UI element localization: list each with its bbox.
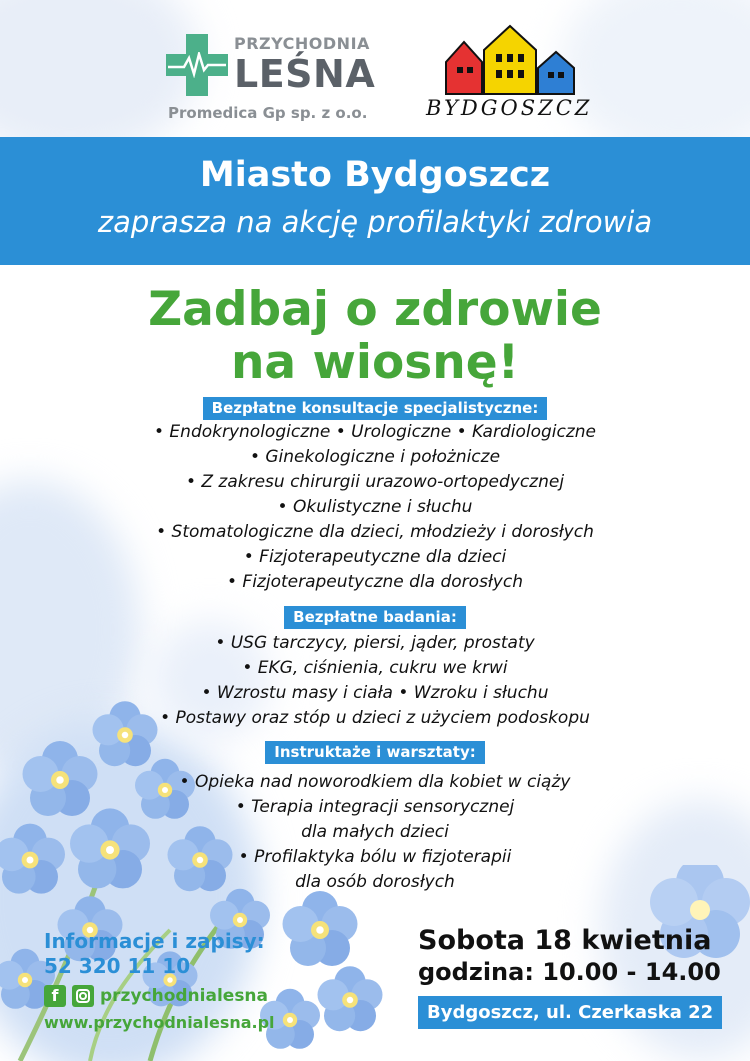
instagram-icon[interactable] [72, 985, 94, 1007]
list-item: • USG tarczycy, piersi, jąder, prostaty [215, 633, 535, 653]
medical-cross-icon [166, 34, 228, 96]
headline [0, 283, 750, 389]
list-item: • Wzrostu masy i ciała • Wzroku i słuchu [201, 683, 549, 703]
facebook-icon[interactable]: f [44, 985, 66, 1007]
event-hours: godzina: 10.00 - 14.00 [418, 958, 721, 986]
list-item: • Endokrynologiczne • Urologiczne • Kardiologiczne [154, 422, 596, 442]
list-item: • EKG, ciśnienia, cukru we krwi [242, 658, 508, 678]
city-logo-word: BYDGOSZCZ [426, 96, 593, 120]
event-address: Bydgoszcz, ul. Czerkaska 22 [418, 996, 722, 1029]
headline-line-1: Zadbaj o zdrowie [148, 282, 602, 337]
list-item: • Stomatologiczne dla dzieci, młodzieży i dorosłych [156, 522, 594, 542]
tests-list [0, 631, 750, 731]
logo-company: Promedica Gp sp. z o.o. [168, 104, 368, 122]
logo-line-2: LEŚNA [234, 52, 376, 96]
section-header-consultations: Bezpłatne konsultacje specjalistyczne: [0, 397, 750, 420]
list-item: dla małych dzieci [301, 822, 449, 842]
social-handle[interactable]: przychodnialesna [100, 986, 269, 1006]
workshops-list [0, 770, 750, 895]
list-item: • Terapia integracji sensorycznej [235, 797, 515, 817]
list-item: • Opieka nad noworodkiem dla kobiet w ciąży [179, 772, 571, 792]
social-row [44, 985, 304, 1007]
event-date: Sobota 18 kwietnia [418, 925, 712, 956]
houses-icon [426, 22, 586, 102]
contact-block [44, 929, 304, 1032]
list-item: • Okulistyczne i słuchu [277, 497, 473, 517]
contact-phone[interactable]: 52 320 11 10 [44, 954, 191, 978]
website-link[interactable]: www.przychodnialesna.pl [44, 1013, 275, 1032]
section-header-workshops: Instruktaże i warsztaty: [0, 741, 750, 764]
przychodnia-lesna-logo [166, 32, 376, 124]
background-blur [560, 0, 750, 160]
contact-title: Informacje i zapisy: [44, 929, 265, 953]
list-item: • Postawy oraz stóp u dzieci z użyciem podoskopu [160, 708, 590, 728]
list-item: • Z zakresu chirurgii urazowo-ortopedycznej [185, 472, 565, 492]
list-item: • Fizjoterapeutyczne dla dzieci [243, 547, 507, 567]
list-item: • Profilaktyka bólu w fizjoterapii [238, 847, 512, 867]
consultations-list [0, 420, 750, 595]
logo-line-1: PRZYCHODNIA [234, 34, 370, 53]
list-item: • Ginekologiczne i położnicze [249, 447, 501, 467]
list-item: dla osób dorosłych [295, 872, 455, 892]
headline-line-2: na wiosnę! [230, 335, 520, 390]
banner-title: Miasto Bydgoszcz [199, 155, 551, 195]
list-item: • Fizjoterapeutyczne dla dorosłych [226, 572, 523, 592]
section-header-tests: Bezpłatne badania: [0, 606, 750, 629]
bydgoszcz-city-logo [426, 22, 593, 130]
banner-subtitle: zaprasza na akcję profilaktyki zdrowia [97, 205, 653, 239]
